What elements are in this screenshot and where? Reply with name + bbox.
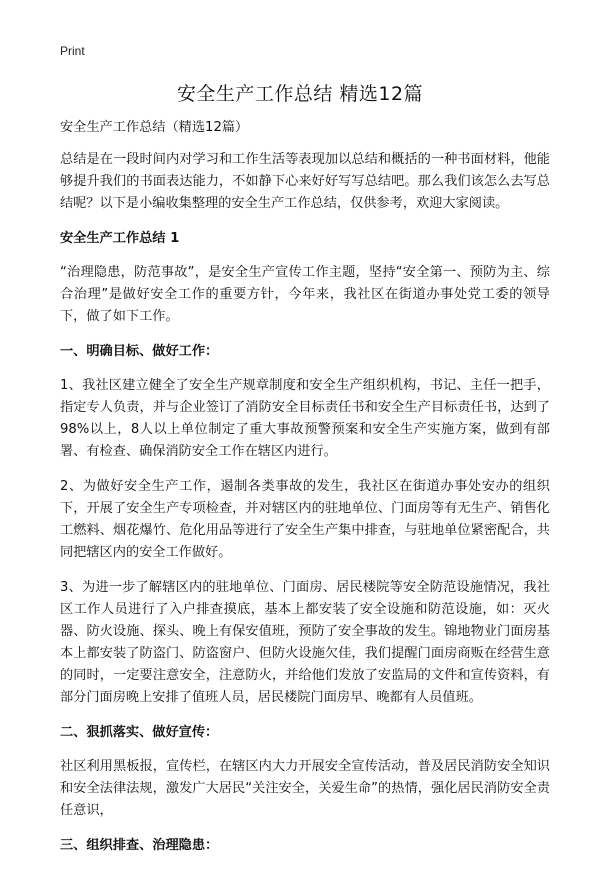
article-heading: 安全生产工作总结 1	[60, 231, 180, 246]
print-link[interactable]: Print	[60, 44, 85, 58]
section1-item-3: 3、为进一步了解辖区内的驻地单位、门面房、居民楼院等安全防范设施情况，我社区工作人员进行了入户排查摸底，基本上都安装了安全设施和防范设施，如：灭火器、防火设施、探头、晚上有保安值班，预防了安全事故的发生。锦地物业门面房基本上都安装了防盗门、防盗窗户、但防火设施欠佳，我们提醒门面房商贩在经营生意的同时，一定要注意安全，注意防火，并给他们发放了安监局的文件和宣传资料，有部分门面房晚上安排了值班人员，居民楼院门面房早、晚都有人员值班。	[60, 580, 550, 705]
section-heading-3: 三、组织排查、治理隐患：	[60, 838, 219, 853]
section-heading-1: 一、明确目标、做好工作：	[60, 344, 219, 359]
section1-item-2: 2、为做好安全生产工作，遏制各类事故的发生，我社区在街道办事处安办的组织下，开展了安全生产专项检查，并对辖区内的驻地单位、门面房等有无生产、销售化工燃料、烟花爆竹、危化用品等进行了安全生产集中排查，与驻地单位紧密配合，共同把辖区内的安全工作做好。	[60, 479, 550, 560]
document-subtitle: 安全生产工作总结（精选12篇）	[60, 120, 249, 135]
section2-paragraph: 社区利用黑板报，宣传栏，在辖区内大力开展安全宣传活动，普及居民消防安全知识和安全法律法规，激发广大居民“关注安全，关爱生命”的热情，强化居民消防安全责任意识，	[60, 759, 550, 818]
intro-paragraph: 总结是在一段时间内对学习和工作生活等表现加以总结和概括的一种书面材料，他能够提升我们的书面表达能力，不如静下心来好好写写总结吧。那么我们该怎么去写总结呢？以下是小编收集整理的安全生产工作总结，仅供参考，欢迎大家阅读。	[60, 152, 550, 211]
section-heading-2: 二、狠抓落实、做好宣传：	[60, 725, 219, 740]
section1-item-1: 1、我社区建立健全了安全生产规章制度和安全生产组织机构，书记、主任一把手，指定专人负责，并与企业签订了消防安全目标责任书和安全生产目标责任书，达到了98%以上，8人以上单位制定了重大事故预警预案和安全生产实施方案，做到有部署、有检查、确保消防安全工作在辖区内进行。	[60, 378, 550, 459]
document-title: 安全生产工作总结 精选12篇	[176, 83, 424, 105]
article-intro-paragraph: “治理隐患，防范事故”，是安全生产宣传工作主题，坚持“安全第一、预防为主、综合治理”是做好安全工作的重要方针，今年来，我社区在街道办事处党工委的领导下，做了如下工作。	[60, 265, 550, 324]
document-body	[60, 117, 550, 869]
